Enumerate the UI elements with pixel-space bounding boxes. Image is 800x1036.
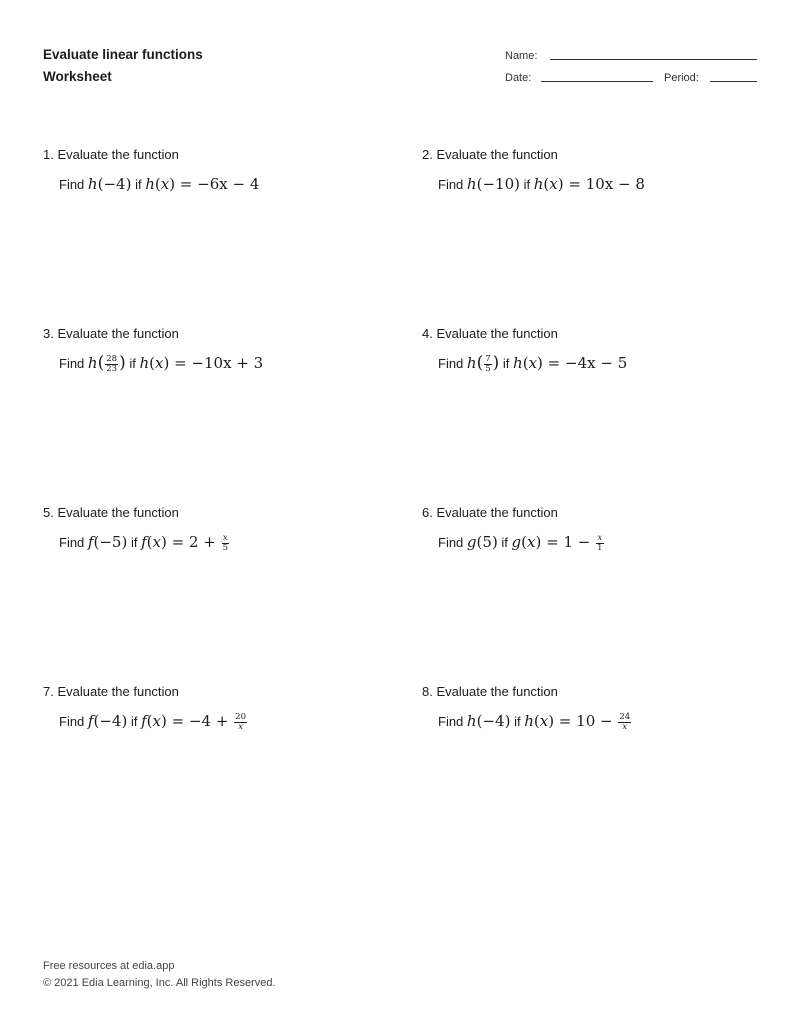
problem-heading xyxy=(43,504,383,522)
function-definition: h(x) = −10x + 3 xyxy=(139,354,264,372)
problem-number: 8. xyxy=(422,684,433,699)
problem-number: 1. xyxy=(43,147,54,162)
find-word: Find xyxy=(59,535,85,550)
evaluate-expression: f(−5) xyxy=(87,533,128,551)
find-word: Find xyxy=(438,356,464,371)
if-word: if xyxy=(523,177,531,192)
function-definition: g(x) = 1 − $\frac{x}{1}$ xyxy=(511,532,603,553)
name-label: Name: xyxy=(505,50,538,62)
rhs-fraction: $\frac{20}{x}$ xyxy=(235,711,246,732)
problem-7 xyxy=(43,683,383,733)
find-word: Find xyxy=(59,714,85,729)
if-word: if xyxy=(502,356,510,371)
problem-heading xyxy=(43,325,383,343)
argument-fraction: $\frac{7}{5}$ xyxy=(485,353,491,374)
problem-statement xyxy=(438,173,762,196)
rhs-fraction: $\frac{x}{1}$ xyxy=(597,532,603,553)
rhs-fraction: $\frac{24}{x}$ xyxy=(619,711,631,732)
problem-heading xyxy=(422,325,762,343)
function-definition: h(x) = −6x − 4 xyxy=(145,175,260,193)
problem-statement xyxy=(438,710,762,733)
problem-heading-text: Evaluate the function xyxy=(57,684,179,699)
date-label: Date: xyxy=(505,72,532,84)
problem-statement xyxy=(59,531,383,554)
if-word: if xyxy=(135,177,142,192)
if-word: if xyxy=(129,356,136,371)
problem-heading-text: Evaluate the function xyxy=(57,326,179,341)
problem-5 xyxy=(43,504,383,554)
evaluate-expression: h(−10) xyxy=(466,175,520,193)
problem-heading xyxy=(422,146,762,164)
problem-heading xyxy=(43,146,383,164)
date-line[interactable] xyxy=(541,81,653,82)
find-word: Find xyxy=(59,177,85,192)
evaluate-expression: h(−4) xyxy=(466,712,511,730)
name-line[interactable] xyxy=(550,59,757,60)
problem-statement xyxy=(59,173,383,196)
evaluate-expression: h( $\frac{7}{5}$ ) xyxy=(466,353,500,374)
problem-number: 4. xyxy=(422,326,433,341)
problem-heading-text: Evaluate the function xyxy=(57,147,179,162)
function-definition: h(x) = 10 − $\frac{24}{x}$ xyxy=(524,711,631,732)
function-definition: f(x) = −4 + $\frac{20}{x}$ xyxy=(141,711,246,732)
problem-heading xyxy=(422,504,762,522)
find-word: Find xyxy=(438,177,464,192)
rhs-fraction: $\frac{x}{5}$ xyxy=(222,532,229,553)
evaluate-expression: h( $\frac{28}{23}$ ) xyxy=(87,353,126,374)
problem-4 xyxy=(422,325,762,375)
problem-heading-text: Evaluate the function xyxy=(57,505,179,520)
find-word: Find xyxy=(59,356,85,371)
evaluate-expression: g(5) xyxy=(466,533,498,551)
problem-2 xyxy=(422,146,762,196)
problem-number: 7. xyxy=(43,684,54,699)
evaluate-expression: h(−4) xyxy=(87,175,132,193)
period-label: Period: xyxy=(664,72,699,84)
problem-statement xyxy=(438,352,762,375)
title-line-1: Evaluate linear functions xyxy=(43,47,203,62)
if-word: if xyxy=(130,714,138,729)
problem-number: 6. xyxy=(422,505,433,520)
problem-statement xyxy=(438,531,762,554)
argument-fraction: $\frac{28}{23}$ xyxy=(106,353,118,374)
problem-number: 5. xyxy=(43,505,54,520)
problem-statement xyxy=(59,352,383,375)
period-line[interactable] xyxy=(710,81,757,82)
problem-number: 3. xyxy=(43,326,54,341)
problem-1 xyxy=(43,146,383,196)
problem-3 xyxy=(43,325,383,375)
function-definition: f(x) = 2 + $\frac{x}{5}$ xyxy=(141,532,229,553)
if-word: if xyxy=(514,714,521,729)
problem-6 xyxy=(422,504,762,554)
function-definition: h(x) = 10x − 8 xyxy=(533,175,645,193)
problem-heading-text: Evaluate the function xyxy=(436,505,558,520)
find-word: Find xyxy=(438,535,464,550)
footer-resources: Free resources at edia.app xyxy=(43,960,175,972)
if-word: if xyxy=(130,535,138,550)
problem-heading-text: Evaluate the function xyxy=(436,326,558,341)
evaluate-expression: f(−4) xyxy=(87,712,128,730)
problem-heading xyxy=(43,683,383,701)
problem-number: 2. xyxy=(422,147,433,162)
function-definition: h(x) = −4x − 5 xyxy=(513,354,628,372)
footer-copyright: © 2021 Edia Learning, Inc. All Rights Reserved. xyxy=(43,977,276,989)
find-word: Find xyxy=(438,714,464,729)
problem-heading-text: Evaluate the function xyxy=(436,684,558,699)
title-line-2: Worksheet xyxy=(43,69,112,84)
problem-statement xyxy=(59,710,383,733)
worksheet-title xyxy=(43,44,203,88)
if-word: if xyxy=(501,535,508,550)
problem-heading xyxy=(422,683,762,701)
problem-heading-text: Evaluate the function xyxy=(436,147,558,162)
problem-8 xyxy=(422,683,762,733)
